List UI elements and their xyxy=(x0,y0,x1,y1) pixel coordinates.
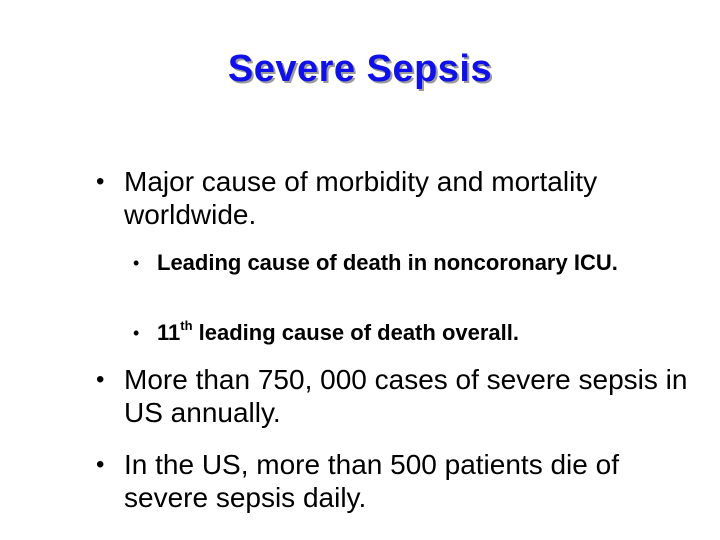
bullet-cases-annually xyxy=(96,363,696,429)
bullet-marker: • xyxy=(96,451,105,478)
slide-title-text: Severe Sepsis xyxy=(227,48,493,90)
slide-title xyxy=(0,46,720,92)
sub-bullet-marker: • xyxy=(133,323,140,343)
sub-bullet-rest: leading cause of death overall. xyxy=(192,320,519,345)
bullet-morbidity xyxy=(96,165,696,231)
sub-bullet-11th-leading xyxy=(133,318,693,348)
bullet-text: In the US, more than 500 patients die of severe sepsis daily. xyxy=(124,449,619,513)
sub-bullet-text: Leading cause of death in noncoronary ICU. xyxy=(157,250,618,275)
bullet-marker: • xyxy=(96,366,105,393)
bullet-deaths-daily xyxy=(96,448,696,514)
ordinal-number: 11 xyxy=(157,320,181,345)
sub-bullet-marker: • xyxy=(133,253,140,273)
bullet-marker: • xyxy=(96,168,105,195)
ordinal-suffix: th xyxy=(180,317,193,333)
sub-bullet-leading-cause xyxy=(133,248,693,278)
bullet-text: Major cause of morbidity and mortality worldwide. xyxy=(124,166,598,230)
sub-bullet-text xyxy=(157,318,693,348)
bullet-text: More than 750, 000 cases of severe sepsis in US annually. xyxy=(124,364,688,428)
